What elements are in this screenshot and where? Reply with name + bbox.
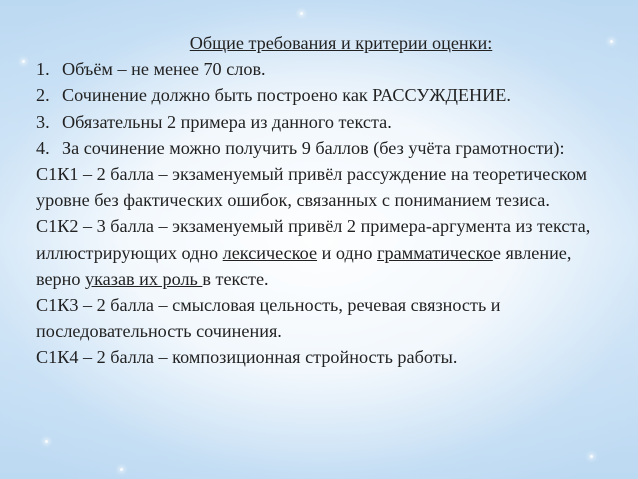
list-number: 3.: [36, 111, 50, 132]
slide-content: [36, 30, 616, 371]
sparkle-decoration: [45, 440, 48, 443]
criterion-c1k4: С1К4 – 2 балла – композиционная стройность работы.: [36, 347, 458, 368]
grammatical-underlined: грамматическо: [377, 242, 493, 263]
list-item-text: Объём – не менее 70 слов.: [62, 59, 266, 80]
list-item-text: Сочинение должно быть построено как РАССУЖДЕНИЕ.: [62, 85, 511, 106]
criterion-c1k2-text: и одно: [317, 242, 378, 263]
criterion-c1k2-text: С1К2 – 3 балла – экзаменуемый привёл 2 примера-аргумента из текста, иллюстрирующих одно: [36, 216, 591, 263]
criterion-c1k1: С1К1 – 2 балла – экзаменуемый привёл рассуждение на теоретическом уровне без фактических ошибок, связанных с пониманием тезиса.: [36, 164, 588, 211]
list-item-3: [36, 109, 616, 135]
role-underlined: указав их роль: [85, 268, 203, 289]
sparkle-decoration: [120, 468, 123, 471]
list-number: 1.: [36, 59, 50, 80]
slide-heading: [36, 30, 616, 56]
criterion-c1k3: С1К3 – 2 балла – смысловая цельность, речевая связность и последовательность сочинения.: [36, 295, 501, 342]
sparkle-decoration: [590, 455, 593, 458]
list-item-1: [36, 56, 616, 82]
list-number: 2.: [36, 85, 50, 106]
lexical-underlined: лексическое: [222, 242, 318, 263]
sparkle-decoration: [22, 60, 25, 63]
list-item-4: [36, 135, 616, 161]
list-number: 4.: [36, 137, 50, 158]
criterion-c1k2-text: е явление, верно: [36, 242, 572, 289]
slide-heading-text: Общие требования и критерии оценки:: [189, 33, 493, 53]
list-item-text: Обязательны 2 примера из данного текста.: [62, 111, 392, 132]
criterion-c1k2-text: в тексте.: [202, 268, 269, 289]
list-item-text: За сочинение можно получить 9 баллов (без учёта грамотности):: [62, 137, 565, 158]
sparkle-decoration: [300, 12, 303, 15]
list-item-2: [36, 82, 616, 108]
criterion-c1k2: [36, 213, 616, 292]
